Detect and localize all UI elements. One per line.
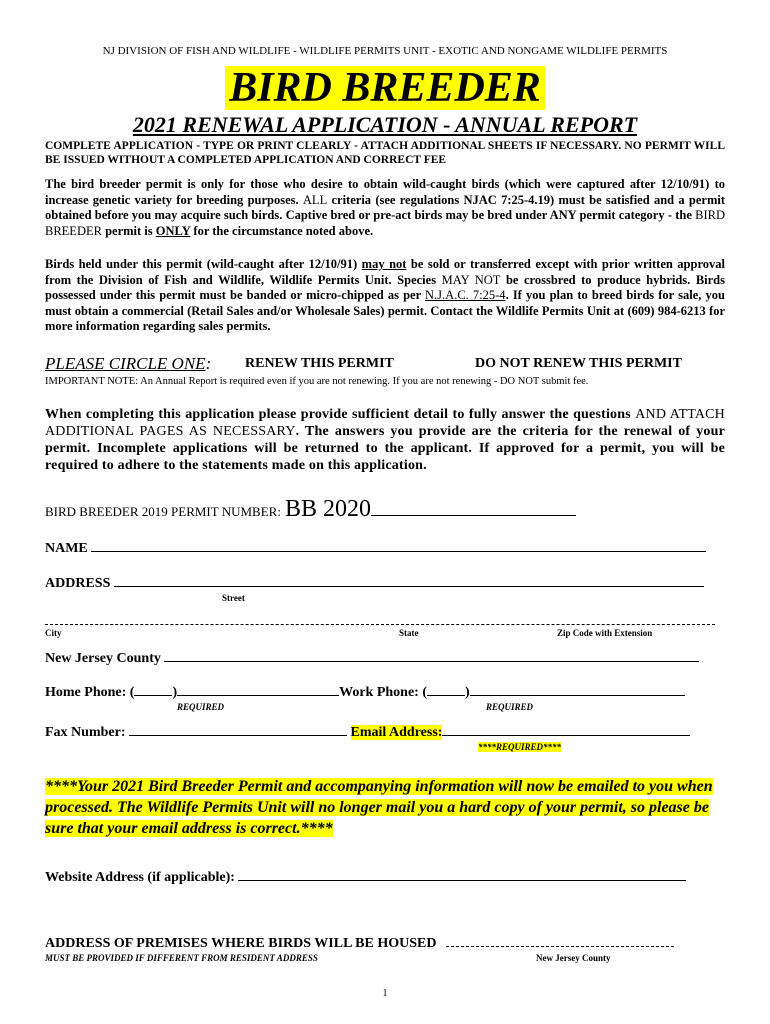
premises-row: ADDRESS OF PREMISES WHERE BIRDS WILL BE HOUSED bbox=[45, 936, 717, 952]
website-row: Website Address (if applicable): bbox=[45, 870, 715, 886]
fax-email-row: Fax Number: Email Address: bbox=[45, 725, 715, 741]
instructions: COMPLETE APPLICATION - TYPE OR PRINT CLEARLY - ATTACH ADDITIONAL SHEETS IF NECESSARY. NO PERMIT WILL BE ISSUED WITHOUT A COMPLETED APPLICATION AND CORRECT FEE bbox=[45, 140, 725, 166]
work-area-code-field[interactable] bbox=[427, 695, 465, 696]
page-number: 1 bbox=[382, 988, 388, 999]
street-field[interactable] bbox=[114, 586, 704, 587]
work-phone-required: REQUIRED bbox=[486, 702, 534, 712]
circle-one-row: PLEASE CIRCLE ONE: RENEW THIS PERMIT DO NOT RENEW THIS PERMIT bbox=[45, 354, 682, 373]
city-caption: City bbox=[45, 628, 62, 638]
do-not-renew-option[interactable]: DO NOT RENEW THIS PERMIT bbox=[475, 356, 682, 371]
name-field[interactable] bbox=[91, 551, 706, 552]
form-title: BIRD BREEDER bbox=[225, 66, 545, 110]
title-block bbox=[0, 66, 770, 110]
important-note: IMPORTANT NOTE: An Annual Report is required even if you are not renewing. If you are not renewing - DO NOT submit fee. bbox=[45, 376, 589, 387]
state-caption: State bbox=[399, 628, 419, 638]
name-row: NAME bbox=[45, 541, 715, 557]
premises-county-field[interactable] bbox=[446, 946, 674, 947]
address-row: ADDRESS bbox=[45, 576, 715, 592]
email-required: ****REQUIRED**** bbox=[478, 742, 562, 752]
home-phone-required: REQUIRED bbox=[177, 702, 225, 712]
email-label: Email Address: bbox=[350, 725, 443, 740]
completion-paragraph: When completing this application please provide sufficient detail to fully answer the questions AND ATTACH ADDITIONAL PAGES AS NECESSARY. The answers you provide are the criteria for the renewal of your permit. Incomplete applications will be returned to the applicant. If approved for a permit, you will be required to adhere to the statements made on this application. bbox=[45, 407, 725, 473]
renew-option[interactable]: RENEW THIS PERMIT bbox=[245, 356, 394, 371]
permit-number-value: BB 2020 bbox=[284, 496, 371, 522]
phone-row: Home Phone: ( ) Work Phone: ( ) bbox=[45, 685, 715, 701]
city-state-zip-field[interactable] bbox=[45, 624, 715, 625]
home-area-code-field[interactable] bbox=[134, 695, 172, 696]
website-field[interactable] bbox=[238, 880, 686, 881]
work-phone-field[interactable] bbox=[470, 695, 685, 696]
email-notice: ****Your 2021 Bird Breeder Permit and accompanying information will now be emailed to you when processed. The Wildlife Permits Unit will no longer mail you a hard copy of your permit, so please be sure that your email address is correct.**** bbox=[45, 778, 713, 837]
street-caption: Street bbox=[222, 593, 245, 603]
county-field[interactable] bbox=[164, 661, 699, 662]
permit-number-row bbox=[45, 496, 725, 523]
circle-one-label: PLEASE CIRCLE ONE bbox=[45, 354, 206, 373]
email-field[interactable] bbox=[442, 735, 690, 736]
county-row: New Jersey County bbox=[45, 651, 715, 667]
restrictions-paragraph: Birds held under this permit (wild-caught after 12/10/91) may not be sold or transferred except with prior written approval from the Division of Fish and Wildlife, Wildlife Permits Unit. Species MAY NOT be crossbred to produce hybrids. Birds possessed under this permit must be banded or micro-chipped as per N.J.A.C. 7:25-4. If you plan to breed birds for sale, you must obtain a commercial (Retail Sales and/or Wholesale Sales) permit. Contact the Wildlife Permits Unit at (609) 984-6213 for more information regarding sales permits. bbox=[45, 257, 725, 333]
intro-paragraph: The bird breeder permit is only for those who desire to obtain wild-caught birds (which were captured after 12/10/91) to increase genetic variety for breeding purposes. ALL criteria (see regulations NJAC 7:25-4.19) must be satisfied and a permit obtained before you may acquire such birds. Captive bred or pre-act birds may be bred under ANY permit category - the BIRD BREEDER permit is ONLY for the circumstance noted above. bbox=[45, 177, 725, 238]
permit-number-label: BIRD BREEDER 2019 PERMIT NUMBER: bbox=[45, 504, 281, 519]
home-phone-field[interactable] bbox=[177, 695, 339, 696]
premises-note: MUST BE PROVIDED IF DIFFERENT FROM RESIDENT ADDRESS bbox=[45, 953, 318, 963]
zip-caption: Zip Code with Extension bbox=[557, 628, 653, 638]
form-subtitle: 2021 RENEWAL APPLICATION - ANNUAL REPORT bbox=[132, 112, 638, 137]
fax-field[interactable] bbox=[129, 735, 347, 736]
permit-number-field[interactable] bbox=[371, 515, 576, 516]
premises-county-caption: New Jersey County bbox=[536, 953, 611, 963]
agency-header: NJ DIVISION OF FISH AND WILDLIFE - WILDLIFE PERMITS UNIT - EXOTIC AND NONGAME WILDLIFE PERMITS bbox=[102, 45, 668, 57]
